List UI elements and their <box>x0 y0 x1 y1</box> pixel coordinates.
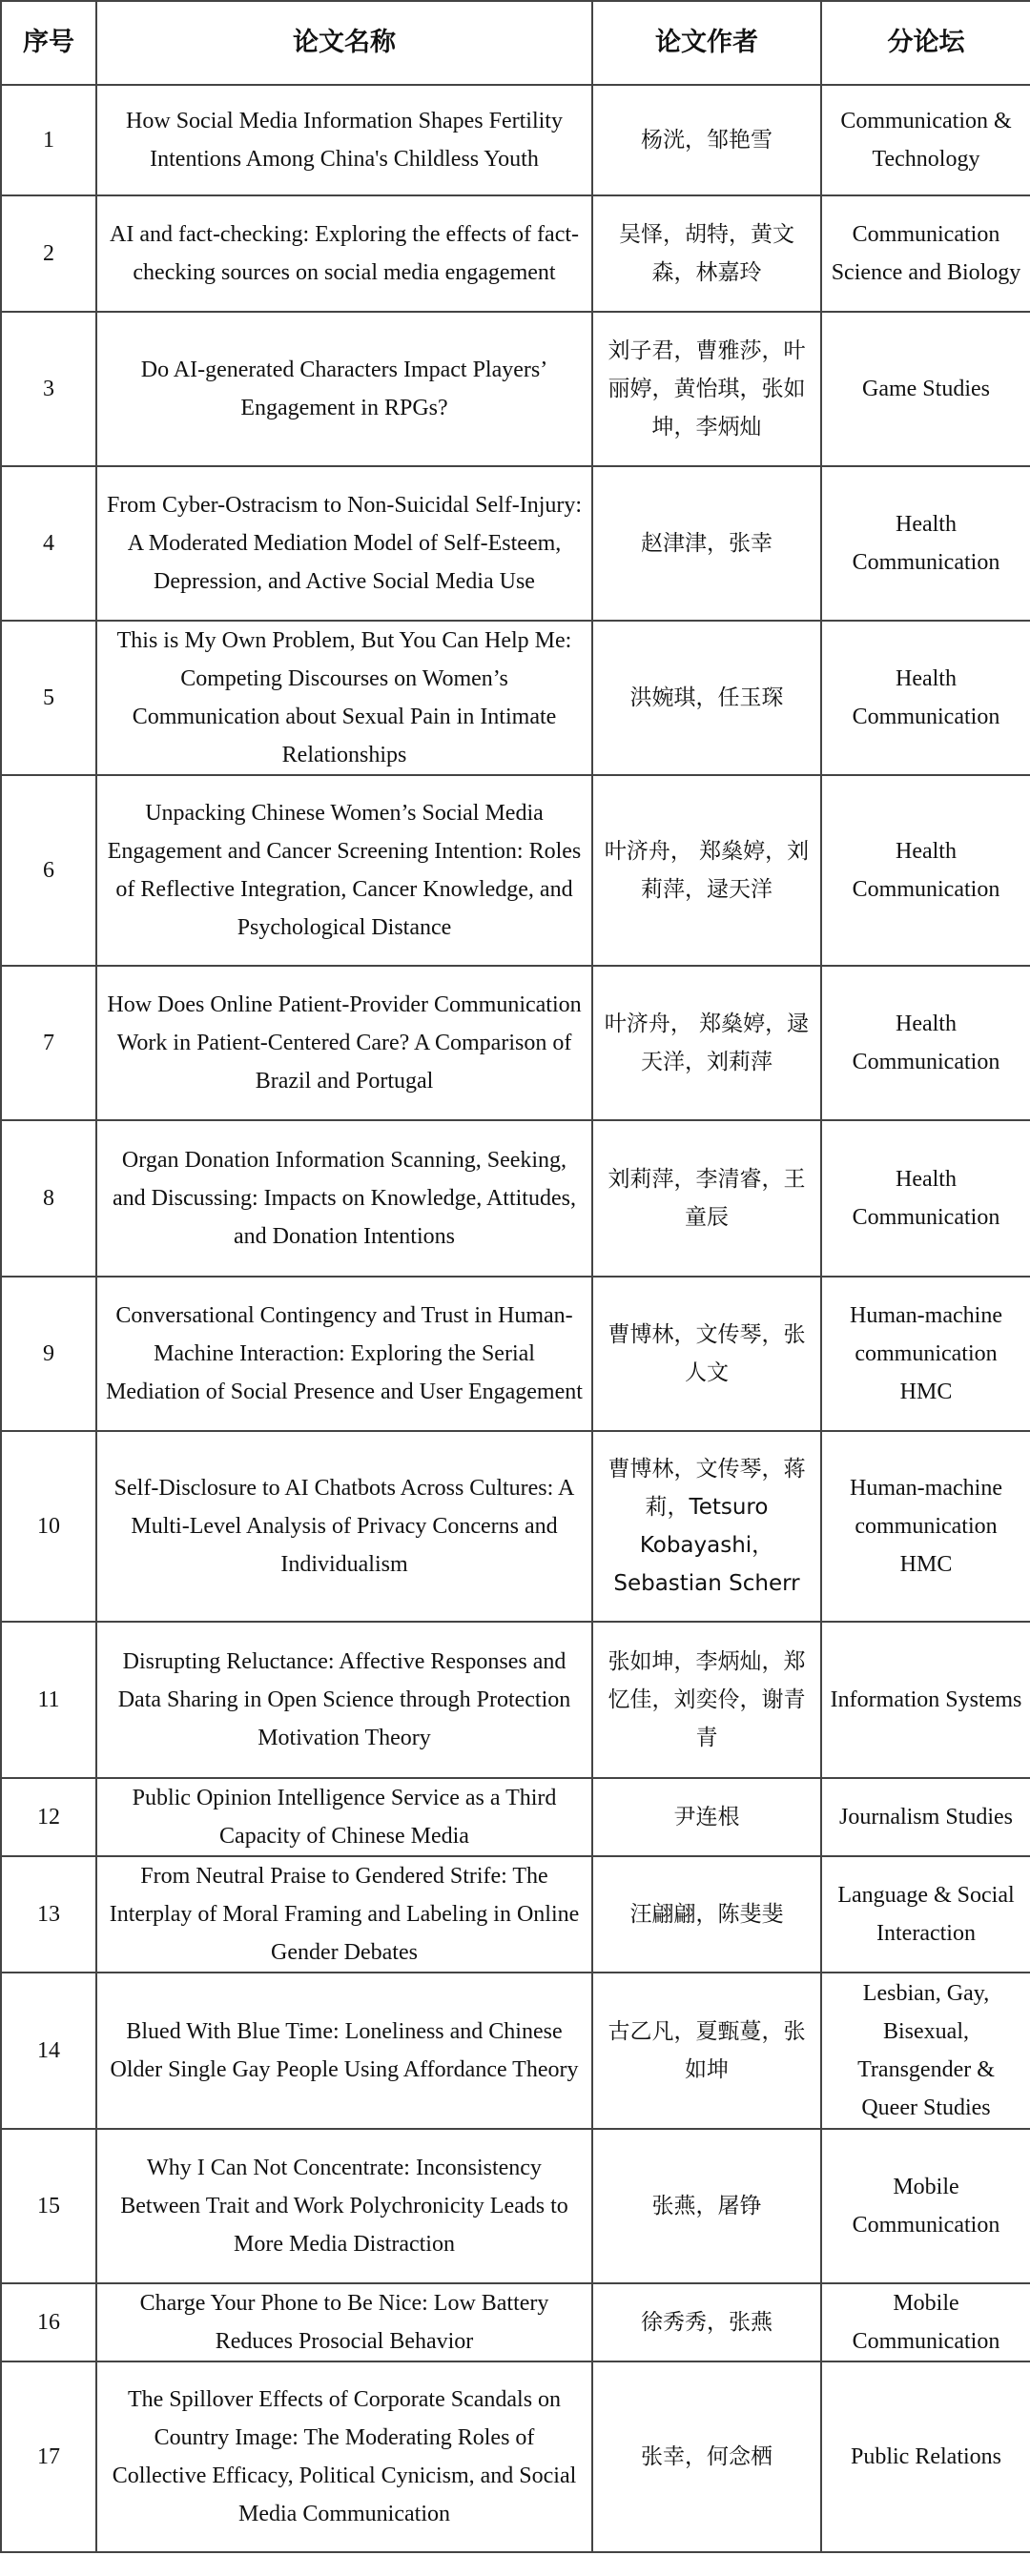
table-row <box>1 85 1030 195</box>
row-number: 16 <box>1 2283 96 2361</box>
row-number: 1 <box>1 85 96 195</box>
table-row <box>1 1856 1030 1973</box>
header-authors: 论文作者 <box>592 1 821 85</box>
paper-forum: Language & Social Interaction <box>821 1856 1030 1973</box>
header-no: 序号 <box>1 1 96 85</box>
row-number: 13 <box>1 1856 96 1973</box>
paper-authors: 叶济舟， 郑燊婷，逯天洋，刘莉萍 <box>592 966 821 1120</box>
paper-forum: Mobile Communication <box>821 2129 1030 2283</box>
row-number: 2 <box>1 195 96 312</box>
table-row <box>1 195 1030 312</box>
table-header <box>1 1 1030 85</box>
row-number: 15 <box>1 2129 96 2283</box>
paper-title: The Spillover Effects of Corporate Scandals on Country Image: The Moderating Roles of Collective Efficacy, Political Cynicism, and Social Media Communication <box>96 2361 592 2552</box>
paper-forum: Health Communication <box>821 621 1030 775</box>
table-row <box>1 2283 1030 2361</box>
paper-forum: Public Relations <box>821 2361 1030 2552</box>
paper-forum: Journalism Studies <box>821 1778 1030 1856</box>
table-row <box>1 621 1030 775</box>
paper-title: Conversational Contingency and Trust in Human-Machine Interaction: Exploring the Serial Mediation of Social Presence and User Engagement <box>96 1277 592 1431</box>
paper-forum: Lesbian, Gay, Bisexual, Transgender & Queer Studies <box>821 1973 1030 2129</box>
paper-title: Do AI-generated Characters Impact Players’ Engagement in RPGs? <box>96 312 592 466</box>
row-number: 17 <box>1 2361 96 2552</box>
paper-authors: 张如坤，李炳灿，郑忆佳，刘奕伶，谢青青 <box>592 1622 821 1778</box>
table-body <box>1 85 1030 2552</box>
paper-title: Why I Can Not Concentrate: Inconsistency Between Trait and Work Polychronicity Leads to More Media Distraction <box>96 2129 592 2283</box>
paper-title: Public Opinion Intelligence Service as a Third Capacity of Chinese Media <box>96 1778 592 1856</box>
paper-title: From Cyber-Ostracism to Non-Suicidal Self-Injury: A Moderated Mediation Model of Self-Esteem, Depression, and Active Social Media Use <box>96 466 592 621</box>
paper-forum: Health Communication <box>821 966 1030 1120</box>
row-number: 11 <box>1 1622 96 1778</box>
paper-title: How Social Media Information Shapes Fertility Intentions Among China's Childless Youth <box>96 85 592 195</box>
paper-title: Self-Disclosure to AI Chatbots Across Cultures: A Multi-Level Analysis of Privacy Concerns and Individualism <box>96 1431 592 1622</box>
paper-authors: 杨洸，邹艳雪 <box>592 85 821 195</box>
paper-authors: 赵津津，张幸 <box>592 466 821 621</box>
paper-forum: Communication & Technology <box>821 85 1030 195</box>
paper-authors: 曹博林，文传琴，张人文 <box>592 1277 821 1431</box>
header-title: 论文名称 <box>96 1 592 85</box>
paper-authors: 张燕，屠铮 <box>592 2129 821 2283</box>
paper-authors: 曹博林，文传琴，蒋莉，Tetsuro Kobayashi，Sebastian Scherr <box>592 1431 821 1622</box>
paper-title: AI and fact-checking: Exploring the effects of fact-checking sources on social media engagement <box>96 195 592 312</box>
paper-authors: 古乙凡，夏甄蔓，张如坤 <box>592 1973 821 2129</box>
paper-title: Blued With Blue Time: Loneliness and Chinese Older Single Gay People Using Affordance Theory <box>96 1973 592 2129</box>
paper-forum: Health Communication <box>821 775 1030 966</box>
row-number: 9 <box>1 1277 96 1431</box>
paper-title: From Neutral Praise to Gendered Strife: The Interplay of Moral Framing and Labeling in Online Gender Debates <box>96 1856 592 1973</box>
paper-title: Unpacking Chinese Women’s Social Media Engagement and Cancer Screening Intention: Roles of Reflective Integration, Cancer Knowledge, and Psychological Distance <box>96 775 592 966</box>
row-number: 4 <box>1 466 96 621</box>
table-row <box>1 1120 1030 1277</box>
table-row <box>1 312 1030 466</box>
paper-authors: 尹连根 <box>592 1778 821 1856</box>
paper-authors: 徐秀秀，张燕 <box>592 2283 821 2361</box>
paper-forum: Game Studies <box>821 312 1030 466</box>
table-row <box>1 1277 1030 1431</box>
paper-authors: 叶济舟， 郑燊婷，刘莉萍，逯天洋 <box>592 775 821 966</box>
row-number: 8 <box>1 1120 96 1277</box>
paper-forum: Human-machine communication HMC <box>821 1431 1030 1622</box>
table-row <box>1 1973 1030 2129</box>
table-row <box>1 1431 1030 1622</box>
table-row <box>1 775 1030 966</box>
row-number: 14 <box>1 1973 96 2129</box>
paper-authors: 洪婉琪，任玉琛 <box>592 621 821 775</box>
paper-title: Organ Donation Information Scanning, Seeking, and Discussing: Impacts on Knowledge, Attitudes, and Donation Intentions <box>96 1120 592 1277</box>
paper-forum: Health Communication <box>821 1120 1030 1277</box>
paper-title: Charge Your Phone to Be Nice: Low Battery Reduces Prosocial Behavior <box>96 2283 592 2361</box>
header-row <box>1 1 1030 85</box>
paper-title: How Does Online Patient-Provider Communication Work in Patient-Centered Care? A Comparison of Brazil and Portugal <box>96 966 592 1120</box>
row-number: 5 <box>1 621 96 775</box>
paper-title: Disrupting Reluctance: Affective Responses and Data Sharing in Open Science through Protection Motivation Theory <box>96 1622 592 1778</box>
paper-authors: 张幸，何念栖 <box>592 2361 821 2552</box>
paper-title: This is My Own Problem, But You Can Help Me: Competing Discourses on Women’s Communication about Sexual Pain in Intimate Relationships <box>96 621 592 775</box>
table-row <box>1 1778 1030 1856</box>
table-row <box>1 1622 1030 1778</box>
table-row <box>1 2361 1030 2552</box>
table-row <box>1 466 1030 621</box>
row-number: 10 <box>1 1431 96 1622</box>
paper-authors: 吴怿，胡特，黄文森，林嘉玲 <box>592 195 821 312</box>
row-number: 12 <box>1 1778 96 1856</box>
paper-authors: 汪翩翩，陈斐斐 <box>592 1856 821 1973</box>
paper-forum: Information Systems <box>821 1622 1030 1778</box>
table-row <box>1 966 1030 1120</box>
paper-forum: Health Communication <box>821 466 1030 621</box>
table-row <box>1 2129 1030 2283</box>
row-number: 7 <box>1 966 96 1120</box>
paper-authors: 刘子君，曹雅莎，叶丽婷，黄怡琪，张如坤，李炳灿 <box>592 312 821 466</box>
paper-forum: Communication Science and Biology <box>821 195 1030 312</box>
row-number: 6 <box>1 775 96 966</box>
paper-forum: Human-machine communication HMC <box>821 1277 1030 1431</box>
row-number: 3 <box>1 312 96 466</box>
header-forum: 分论坛 <box>821 1 1030 85</box>
paper-authors: 刘莉萍，李清睿，王童辰 <box>592 1120 821 1277</box>
paper-forum: Mobile Communication <box>821 2283 1030 2361</box>
